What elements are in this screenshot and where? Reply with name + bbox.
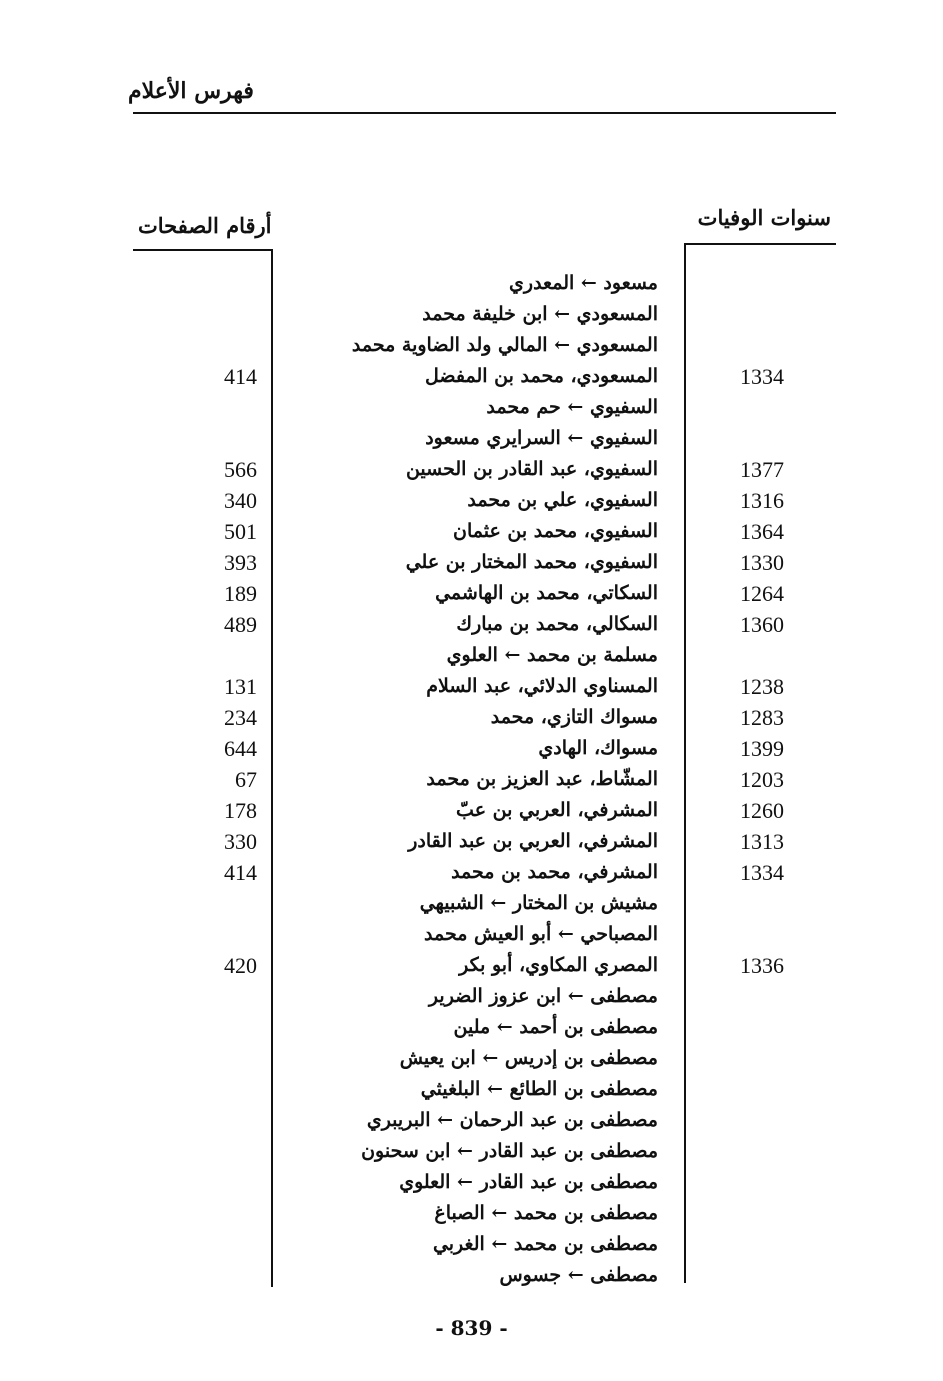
index-entry	[0, 1105, 943, 1136]
entry-year: 1330	[740, 550, 784, 575]
entry-year: 1238	[740, 674, 784, 699]
index-entry	[0, 950, 943, 981]
entry-name: المصباحي ← أبو العيش محمد	[424, 923, 658, 945]
page-header-title: فهرس الأعلام	[128, 78, 254, 104]
entry-name: مصطفى بن الطائع ← البلغيثي	[420, 1078, 658, 1100]
entry-page: 501	[224, 519, 257, 544]
entry-page: 414	[224, 860, 257, 885]
entry-page: 189	[224, 581, 257, 606]
index-entry	[0, 640, 943, 671]
entry-year: 1260	[740, 798, 784, 823]
entry-name: المسعودي ← ابن خليفة محمد	[422, 303, 658, 325]
entry-name: المشّاط، عبد العزيز بن محمد	[426, 768, 658, 790]
entry-page: 330	[224, 829, 257, 854]
index-entry	[0, 1167, 943, 1198]
entry-name: مسلمة بن محمد ← العلوي	[446, 644, 658, 666]
index-entry	[0, 919, 943, 950]
entry-page: 489	[224, 612, 257, 637]
index-entries	[0, 268, 943, 1291]
entry-name: المشرفي، العربي بن عبد القادر	[408, 830, 658, 852]
index-entry	[0, 330, 943, 361]
entry-name: مصطفى بن محمد ← الغربي	[432, 1233, 658, 1255]
index-entry	[0, 609, 943, 640]
entry-year: 1313	[740, 829, 784, 854]
index-entry	[0, 733, 943, 764]
entry-year: 1334	[740, 860, 784, 885]
entry-page: 644	[224, 736, 257, 761]
index-entry	[0, 857, 943, 888]
entry-name: مصطفى بن محمد ← الصباغ	[434, 1202, 658, 1224]
index-entry	[0, 1198, 943, 1229]
entry-year: 1364	[740, 519, 784, 544]
index-entry	[0, 578, 943, 609]
entry-year: 1203	[740, 767, 784, 792]
index-entry	[0, 485, 943, 516]
entry-name: المسعودي، محمد بن المفضل	[425, 365, 658, 387]
entry-year: 1264	[740, 581, 784, 606]
entry-name: مصطفى بن عبد القادر ← العلوي	[399, 1171, 658, 1193]
entry-page: 420	[224, 953, 257, 978]
entry-year: 1283	[740, 705, 784, 730]
index-entry	[0, 1043, 943, 1074]
index-entry	[0, 702, 943, 733]
index-entry	[0, 981, 943, 1012]
index-entry	[0, 1012, 943, 1043]
index-entry	[0, 1229, 943, 1260]
pages-column-top-rule	[133, 249, 273, 251]
index-entry	[0, 423, 943, 454]
entry-name: السفيوي، محمد المختار بن علي	[405, 551, 658, 573]
entry-name: مشيش بن المختار ← الشبيهي	[419, 892, 658, 914]
entry-page: 131	[224, 674, 257, 699]
entry-year: 1334	[740, 364, 784, 389]
entry-name: المصري المكاوي، أبو بكر	[459, 954, 658, 976]
entry-name: السفيوي، محمد بن عثمان	[453, 520, 658, 542]
entry-page: 566	[224, 457, 257, 482]
entry-name: مسواك، الهادي	[538, 737, 658, 759]
index-entry	[0, 516, 943, 547]
index-entry	[0, 888, 943, 919]
entry-name: مسواك التازي، محمد	[490, 706, 658, 728]
entry-name: السكالي، محمد بن مبارك	[456, 613, 658, 635]
entry-name: المسعودي ← المالي ولد الضاوية محمد	[351, 334, 658, 356]
pages-column-label: أرقام الصفحات	[138, 213, 272, 238]
entry-page: 393	[224, 550, 257, 575]
entry-page: 234	[224, 705, 257, 730]
index-entry	[0, 361, 943, 392]
index-entry	[0, 299, 943, 330]
entry-name: المشرفي، العربي بن عبّ	[456, 799, 658, 821]
entry-name: مصطفى بن أحمد ← ملين	[453, 1016, 658, 1038]
index-entry	[0, 671, 943, 702]
index-entry	[0, 795, 943, 826]
index-entry	[0, 268, 943, 299]
header-rule	[133, 112, 836, 114]
years-column-top-rule	[684, 243, 836, 245]
entry-year: 1360	[740, 612, 784, 637]
index-entry	[0, 454, 943, 485]
entry-name: مصطفى ← جسوس	[499, 1264, 658, 1286]
entry-name: السفيوي ← حم محمد	[486, 396, 658, 418]
entry-name: السفيوي، عبد القادر بن الحسين	[405, 458, 658, 480]
entry-year: 1377	[740, 457, 784, 482]
entry-page: 178	[224, 798, 257, 823]
entry-name: السفيوي، علي بن محمد	[467, 489, 658, 511]
entry-year: 1336	[740, 953, 784, 978]
page-number: - 839 -	[435, 1316, 508, 1340]
entry-year: 1399	[740, 736, 784, 761]
entry-name: مصطفى ← ابن عزوز الضرير	[428, 985, 658, 1007]
entry-name: مصطفى بن عبد الرحمان ← البريبري	[366, 1109, 658, 1131]
entry-name: السكاتي، محمد بن الهاشمي	[435, 582, 658, 604]
entry-page: 414	[224, 364, 257, 389]
entry-name: المسناوي الدلائي، عبد السلام	[426, 675, 658, 697]
entry-name: مصطفى بن عبد القادر ← ابن سحنون	[361, 1140, 658, 1162]
entry-name: المشرفي، محمد بن محمد	[451, 861, 658, 883]
years-column-label: سنوات الوفيات	[697, 205, 831, 230]
entry-page: 67	[235, 767, 257, 792]
entry-name: مسعود ← المعدري	[509, 272, 658, 294]
index-entry	[0, 547, 943, 578]
index-entry	[0, 1074, 943, 1105]
entry-name: مصطفى بن إدريس ← ابن يعيش	[399, 1047, 658, 1069]
entry-year: 1316	[740, 488, 784, 513]
entry-page: 340	[224, 488, 257, 513]
index-entry	[0, 826, 943, 857]
entry-name: السفيوي ← السرايري مسعود	[425, 427, 658, 449]
index-entry	[0, 392, 943, 423]
index-entry	[0, 1260, 943, 1291]
index-entry	[0, 764, 943, 795]
index-entry	[0, 1136, 943, 1167]
